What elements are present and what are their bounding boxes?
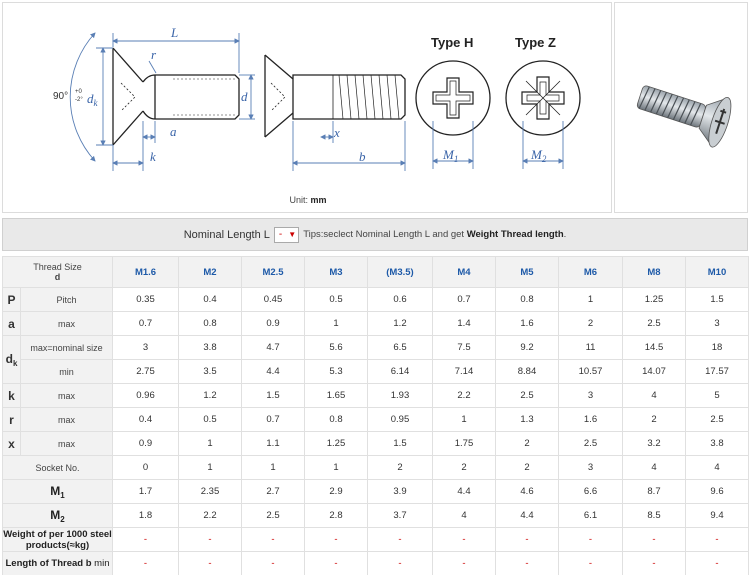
table-cell: 2 — [496, 432, 559, 456]
table-cell: 1.2 — [368, 312, 433, 336]
row-symbol: x — [3, 432, 21, 456]
tips-text: Tips:seclect Nominal Length L and get Weight Thread length. — [303, 229, 567, 240]
table-cell: 3 — [559, 456, 623, 480]
size-header: M3 — [305, 257, 368, 288]
label-angle-tol2: -2° — [75, 97, 83, 103]
table-cell: 8.5 — [623, 504, 686, 528]
table-cell: 9.2 — [496, 336, 559, 360]
table-cell: 0.5 — [179, 408, 242, 432]
table-cell: 7.5 — [433, 336, 496, 360]
table-cell: 1.5 — [242, 384, 305, 408]
row-label: min — [21, 360, 113, 384]
table-cell: - — [305, 552, 368, 575]
table-cell: - — [686, 528, 749, 552]
table-cell: 0.7 — [242, 408, 305, 432]
table-cell: 3 — [686, 312, 749, 336]
label-angle-tol: +0 — [75, 89, 82, 95]
label-r: r — [151, 47, 157, 62]
row-label: max — [21, 408, 113, 432]
table-cell: - — [179, 528, 242, 552]
dimension-lines-1 — [70, 33, 255, 171]
table-cell: 1.5 — [368, 432, 433, 456]
table-cell: 18 — [686, 336, 749, 360]
table-cell: 0.7 — [113, 312, 179, 336]
table-cell: 1 — [179, 432, 242, 456]
table-cell: 6.14 — [368, 360, 433, 384]
table-cell: 1.1 — [242, 432, 305, 456]
table-cell: 4.4 — [242, 360, 305, 384]
row-label: max — [21, 384, 113, 408]
table-cell: 14.07 — [623, 360, 686, 384]
table-cell: 1 — [559, 288, 623, 312]
label-k: k — [150, 149, 156, 164]
size-header: M2.5 — [242, 257, 305, 288]
table-cell: - — [433, 528, 496, 552]
specification-table — [2, 256, 749, 575]
label-a: a — [170, 124, 177, 139]
dimension-lines-2 — [293, 121, 405, 171]
table-cell: 0.8 — [179, 312, 242, 336]
table-cell: 3.8 — [179, 336, 242, 360]
table-cell: 3 — [559, 384, 623, 408]
screw-diagram — [3, 3, 613, 193]
table-cell: - — [305, 528, 368, 552]
table-row — [3, 480, 749, 504]
row-label: Pitch — [21, 288, 113, 312]
screw-dimension-drawing — [2, 2, 612, 213]
table-cell: 5 — [686, 384, 749, 408]
table-cell: 2.2 — [433, 384, 496, 408]
table-cell: 5.3 — [305, 360, 368, 384]
table-cell: 1.75 — [433, 432, 496, 456]
table-cell: - — [242, 552, 305, 575]
table-cell: - — [559, 552, 623, 575]
table-cell: 1.7 — [113, 480, 179, 504]
table-cell: 1.6 — [496, 312, 559, 336]
table-cell: 4.4 — [496, 504, 559, 528]
table-cell: 2.9 — [305, 480, 368, 504]
table-cell: 0 — [113, 456, 179, 480]
table-cell: 1.4 — [433, 312, 496, 336]
type-z-head — [506, 61, 580, 135]
table-cell: 2.7 — [242, 480, 305, 504]
table-cell: 4.6 — [496, 480, 559, 504]
table-cell: 1.5 — [686, 288, 749, 312]
table-cell: 0.9 — [113, 432, 179, 456]
table-cell: 2.35 — [179, 480, 242, 504]
table-cell: - — [686, 552, 749, 575]
table-cell: 0.8 — [305, 408, 368, 432]
table-cell: - — [242, 528, 305, 552]
row-symbol: $M_2$ — [3, 504, 113, 528]
table-cell: 4 — [623, 384, 686, 408]
row-label: max — [21, 432, 113, 456]
table-cell: 3.5 — [179, 360, 242, 384]
type-h-head — [416, 61, 490, 135]
table-cell: 3.7 — [368, 504, 433, 528]
nominal-length-value: - — [278, 229, 283, 240]
table-cell: 0.6 — [368, 288, 433, 312]
table-cell: 0.95 — [368, 408, 433, 432]
table-cell: 5.6 — [305, 336, 368, 360]
table-cell: - — [368, 528, 433, 552]
row-symbol: r — [3, 408, 21, 432]
table-cell: 1.8 — [113, 504, 179, 528]
table-cell: 8.84 — [496, 360, 559, 384]
table-cell: 2.5 — [496, 384, 559, 408]
nominal-length-label: Nominal Length L — [183, 228, 270, 241]
table-cell: - — [113, 528, 179, 552]
table-cell: 9.4 — [686, 504, 749, 528]
table-cell: 1.3 — [496, 408, 559, 432]
row-symbol: $d_k$ — [3, 336, 21, 384]
table-row — [3, 456, 749, 480]
table-row — [3, 432, 749, 456]
table-cell: 0.5 — [305, 288, 368, 312]
table-header-row — [3, 257, 749, 288]
table-cell: 3.2 — [623, 432, 686, 456]
table-cell: 2 — [623, 408, 686, 432]
table-cell: 3.8 — [686, 432, 749, 456]
table-cell: 0.45 — [242, 288, 305, 312]
tips-bold: Weight Thread length — [466, 229, 564, 240]
table-cell: 2 — [368, 456, 433, 480]
size-header: M8 — [623, 257, 686, 288]
screw-photo-image — [615, 3, 749, 214]
label-m1: $M_1$ — [443, 147, 459, 164]
table-cell: - — [179, 552, 242, 575]
table-cell: 6.1 — [559, 504, 623, 528]
row-symbol: $M_1$ — [3, 480, 113, 504]
table-cell: 1.6 — [559, 408, 623, 432]
table-cell: 2 — [433, 456, 496, 480]
row-label: Socket No. — [3, 456, 113, 480]
row-symbol: P — [3, 288, 21, 312]
table-cell: 1 — [242, 456, 305, 480]
table-cell: - — [496, 552, 559, 575]
table-cell: 1 — [305, 312, 368, 336]
table-cell: 2.5 — [242, 504, 305, 528]
size-header: M6 — [559, 257, 623, 288]
table-cell: 1 — [433, 408, 496, 432]
table-cell: 2.5 — [559, 432, 623, 456]
technical-drawing-area — [0, 0, 750, 215]
thread-size-header: Thread Size d — [3, 257, 113, 288]
table-row — [3, 504, 749, 528]
label-dk: $d_k$ — [87, 91, 98, 108]
table-cell: 0.96 — [113, 384, 179, 408]
table-cell: 3.9 — [368, 480, 433, 504]
table-cell: 14.5 — [623, 336, 686, 360]
size-header: M10 — [686, 257, 749, 288]
table-cell: - — [368, 552, 433, 575]
table-row — [3, 528, 749, 552]
label-b: b — [359, 149, 366, 164]
table-cell: 1.25 — [623, 288, 686, 312]
table-cell: 2.75 — [113, 360, 179, 384]
table-cell: 2 — [496, 456, 559, 480]
table-cell: 2.5 — [623, 312, 686, 336]
table-cell: 1 — [179, 456, 242, 480]
table-row — [3, 408, 749, 432]
table-row — [3, 336, 749, 360]
table-cell: 2.8 — [305, 504, 368, 528]
table-cell: 1.65 — [305, 384, 368, 408]
size-header: M5 — [496, 257, 559, 288]
table-cell: 4.7 — [242, 336, 305, 360]
row-label: Weight of per 1000 steel products(≈kg) — [3, 528, 112, 551]
label-d: d — [241, 89, 248, 104]
table-row — [3, 360, 749, 384]
table-row — [3, 312, 749, 336]
table-cell: 2 — [559, 312, 623, 336]
label-x: x — [334, 125, 340, 140]
table-cell: 4 — [433, 504, 496, 528]
nominal-length-filter — [2, 218, 748, 251]
table-cell: 0.4 — [179, 288, 242, 312]
table-cell: 0.9 — [242, 312, 305, 336]
table-cell: - — [496, 528, 559, 552]
size-header: (M3.5) — [368, 257, 433, 288]
table-cell: 0.8 — [496, 288, 559, 312]
table-cell: - — [623, 528, 686, 552]
label-angle: 90° — [53, 91, 69, 102]
table-row — [3, 552, 749, 575]
table-cell: - — [113, 552, 179, 575]
size-header: M4 — [433, 257, 496, 288]
row-label: max=nominal size — [21, 336, 113, 360]
table-cell: 4 — [623, 456, 686, 480]
chevron-down-icon: ▼ — [288, 230, 297, 239]
size-header: M2 — [179, 257, 242, 288]
table-cell: 4 — [686, 456, 749, 480]
table-cell: 1 — [305, 456, 368, 480]
table-row — [3, 384, 749, 408]
table-cell: 10.57 — [559, 360, 623, 384]
table-cell: - — [559, 528, 623, 552]
unit-prefix: Unit: — [289, 195, 308, 205]
table-cell: - — [433, 552, 496, 575]
table-cell: 1.25 — [305, 432, 368, 456]
row-symbol: k — [3, 384, 21, 408]
table-cell: 4.4 — [433, 480, 496, 504]
row-symbol: a — [3, 312, 21, 336]
table-cell: 7.14 — [433, 360, 496, 384]
unit-line — [3, 195, 613, 205]
table-cell: 1.93 — [368, 384, 433, 408]
table-cell: - — [623, 552, 686, 575]
label-type-z: Type Z — [515, 35, 556, 50]
table-cell: 2.2 — [179, 504, 242, 528]
nominal-length-select[interactable] — [274, 227, 299, 243]
table-cell: 6.5 — [368, 336, 433, 360]
table-cell: 17.57 — [686, 360, 749, 384]
table-cell: 11 — [559, 336, 623, 360]
row-label: Length of Thread b min — [3, 552, 113, 575]
table-cell: 8.7 — [623, 480, 686, 504]
table-cell: 2.5 — [686, 408, 749, 432]
row-label: max — [21, 312, 113, 336]
table-cell: 6.6 — [559, 480, 623, 504]
label-L: L — [171, 25, 179, 40]
table-cell: 9.6 — [686, 480, 749, 504]
size-header: M1.6 — [113, 257, 179, 288]
label-type-h: Type H — [431, 35, 474, 50]
table-cell: 0.4 — [113, 408, 179, 432]
label-m2: $M_2$ — [531, 147, 547, 164]
table-cell: 0.7 — [433, 288, 496, 312]
table-row — [3, 288, 749, 312]
table-cell: 1.2 — [179, 384, 242, 408]
unit-value: mm — [310, 195, 327, 205]
table-cell: 0.35 — [113, 288, 179, 312]
table-cell: 3 — [113, 336, 179, 360]
screw-photo — [614, 2, 748, 213]
